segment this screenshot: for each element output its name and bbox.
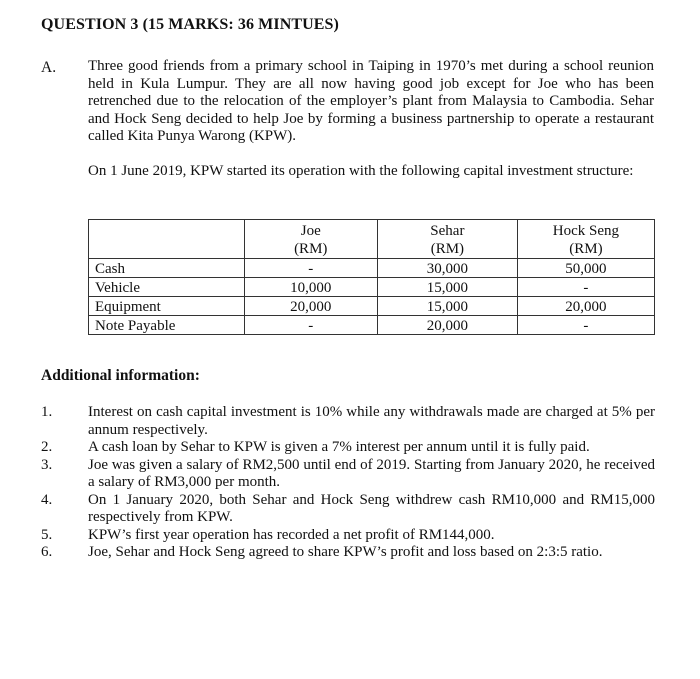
header-hock-seng-label: Hock Seng (RM)	[552, 223, 620, 257]
row-label: Note Payable	[89, 316, 245, 335]
table-row	[89, 297, 655, 316]
additional-info-list	[41, 404, 655, 562]
table-header-row	[89, 220, 655, 259]
item-text: KPW’s first year operation has recorded a net profit of RM144,000.	[88, 526, 495, 543]
list-item	[41, 404, 655, 439]
cell-value: -	[517, 278, 654, 297]
item-number: 4.	[41, 491, 53, 508]
table-row	[89, 278, 655, 297]
list-item	[41, 544, 655, 562]
item-text: Joe, Sehar and Hock Seng agreed to share KPW’s profit and loss based on 2:3:5 ratio.	[88, 544, 603, 560]
item-number: 2.	[41, 439, 53, 455]
cell-value: 20,000	[377, 316, 517, 335]
list-item	[41, 492, 655, 527]
header-blank	[89, 220, 245, 259]
item-number: 6.	[41, 544, 53, 560]
cell-value: 20,000	[244, 297, 377, 316]
cell-value: 15,000	[377, 278, 517, 297]
header-sehar	[377, 220, 517, 259]
capital-investment-table	[88, 219, 655, 335]
table-row	[89, 259, 655, 278]
item-number: 5.	[41, 526, 53, 543]
table-row	[89, 316, 655, 335]
cell-value: 50,000	[517, 259, 654, 278]
item-number: 1.	[41, 404, 53, 420]
item-text: Joe was given a salary of RM2,500 until end of 2019. Starting from January 2020, he received a salary of RM3,000 per month.	[88, 456, 655, 490]
row-label: Cash	[89, 259, 245, 278]
cell-value: -	[517, 316, 654, 335]
item-text: On 1 January 2020, both Sehar and Hock Seng withdrew cash RM10,000 and RM15,000 respectively from KPW.	[88, 491, 655, 525]
header-hock-seng	[517, 220, 654, 259]
cell-value: -	[244, 259, 377, 278]
item-number: 3.	[41, 456, 53, 473]
cell-value: 20,000	[517, 297, 654, 316]
row-label: Vehicle	[89, 278, 245, 297]
list-item	[41, 439, 655, 457]
cell-value: 10,000	[244, 278, 377, 297]
cell-value: 30,000	[377, 259, 517, 278]
list-item	[41, 527, 655, 545]
cell-value: 15,000	[377, 297, 517, 316]
additional-info-title: Additional information:	[41, 367, 200, 384]
header-sehar-label: Sehar (RM)	[430, 223, 465, 257]
section-letter: A.	[41, 59, 57, 76]
scenario-paragraph: Three good friends from a primary school in Taiping in 1970’s met during a school reunion held in Kula Lumpur. They are all now having good job except for Joe who has been retrenched due to the relocation of the employer’s plant from Malaysia to Cambodia. Sehar and Hock Seng decided to help Joe by forming a business partnership to operate a restaurant called Kita Punya Warong (KPW).	[88, 58, 654, 144]
row-label: Equipment	[89, 297, 245, 316]
header-joe-label: Joe (RM)	[294, 223, 328, 257]
item-text: Interest on cash capital investment is 10% while any withdrawals made are charged at 5% per annum respectively.	[88, 404, 655, 438]
question-heading: QUESTION 3 (15 MARKS: 36 MINTUES)	[41, 16, 339, 33]
list-item	[41, 457, 655, 492]
capital-intro-paragraph: On 1 June 2019, KPW started its operation with the following capital investment structure:	[88, 163, 634, 179]
header-joe	[244, 220, 377, 259]
cell-value: -	[244, 316, 377, 335]
item-text: A cash loan by Sehar to KPW is given a 7% interest per annum until it is fully paid.	[88, 439, 590, 455]
